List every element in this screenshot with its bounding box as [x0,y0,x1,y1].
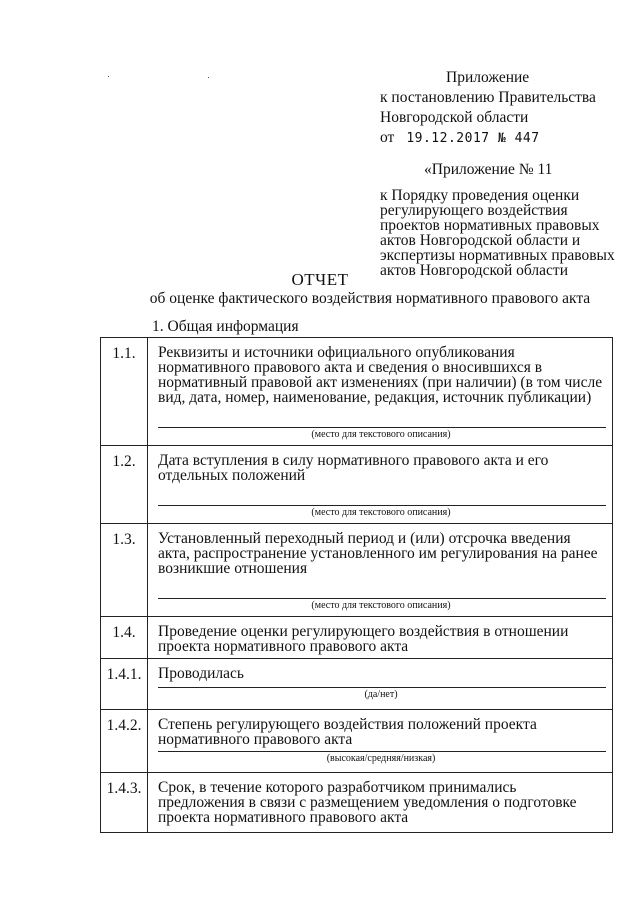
row-number: 1.2. [101,446,148,524]
fill-line[interactable] [158,483,606,506]
appendix-header [380,68,630,149]
row-number: 1.1. [101,338,148,446]
field-caption: (место для текстового описания) [311,507,451,518]
decree-date: 19.12.2017 № 447 [406,131,540,146]
table-row [101,446,613,524]
row-text: Установленный переходный период и (или) отсрочка введения акта, распространение установленного им регулирования на ранее возникшие отношения [158,530,598,577]
appendix-decree: к постановлению Правительства [380,89,596,106]
table-row [101,710,613,773]
appendix-region: Новгородской области [380,109,529,126]
scan-speck [108,76,109,77]
row-number: 1.4.1. [101,659,148,710]
table-row [101,617,613,659]
report-title: ОТЧЕТ [291,270,349,289]
row-text: Проводилась [158,665,244,682]
row-text: Реквизиты и источники официального опубликования нормативного правового акта и сведения о вносившихся в нормативный правовой акт изменениях (при наличии) (в том числе вид, дата, номер, наименование, редакция, источник публикации) [158,344,603,406]
row-number: 1.4.2. [101,710,148,773]
scan-speck [208,77,209,78]
field-caption: (да/нет) [364,689,398,700]
row-text: Проведение оценки регулирующего воздействия в отношении проекта нормативного правового акта [158,623,569,655]
row-number: 1.4. [101,617,148,659]
appendix-11-title: «Приложение № 11 [424,161,553,178]
field-caption: (место для текстового описания) [311,600,451,611]
fill-line[interactable] [158,576,606,599]
appendix-label: Приложение [446,69,530,86]
appendix-date-line [380,128,630,149]
report-subtitle: об оценке фактического воздействия нормативного правового акта [149,290,591,307]
field-caption: (место для текстового описания) [311,429,451,440]
section-heading: 1. Общая информация [152,318,299,335]
row-number: 1.3. [101,524,148,617]
row-text: Срок, в течение которого разработчиком принимались предложения в связи с размещением уведомления о подготовке проекта нормативного правового акта [158,779,577,826]
row-text: Степень регулирующего воздействия положений проекта нормативного правового акта [158,716,537,748]
general-info-table [100,337,613,833]
appendix-11-text: к Порядку проведения оценки регулирующего воздействия проектов нормативных правовых актов Новгородской области и экспертизы нормативных правовых актов Новгородской области [380,187,615,279]
date-prefix: от [380,129,395,146]
table-row [101,773,613,833]
table-row [101,659,613,710]
fill-line[interactable] [158,681,606,688]
table-row [101,524,613,617]
table-row [101,338,613,446]
row-text: Дата вступления в силу нормативного правового акта и его отдельных положений [158,452,549,484]
field-caption: (высокая/средняя/низкая) [326,753,436,764]
row-number: 1.4.3. [101,773,148,833]
appendix-11-header [380,160,630,278]
fill-line[interactable] [158,405,606,428]
